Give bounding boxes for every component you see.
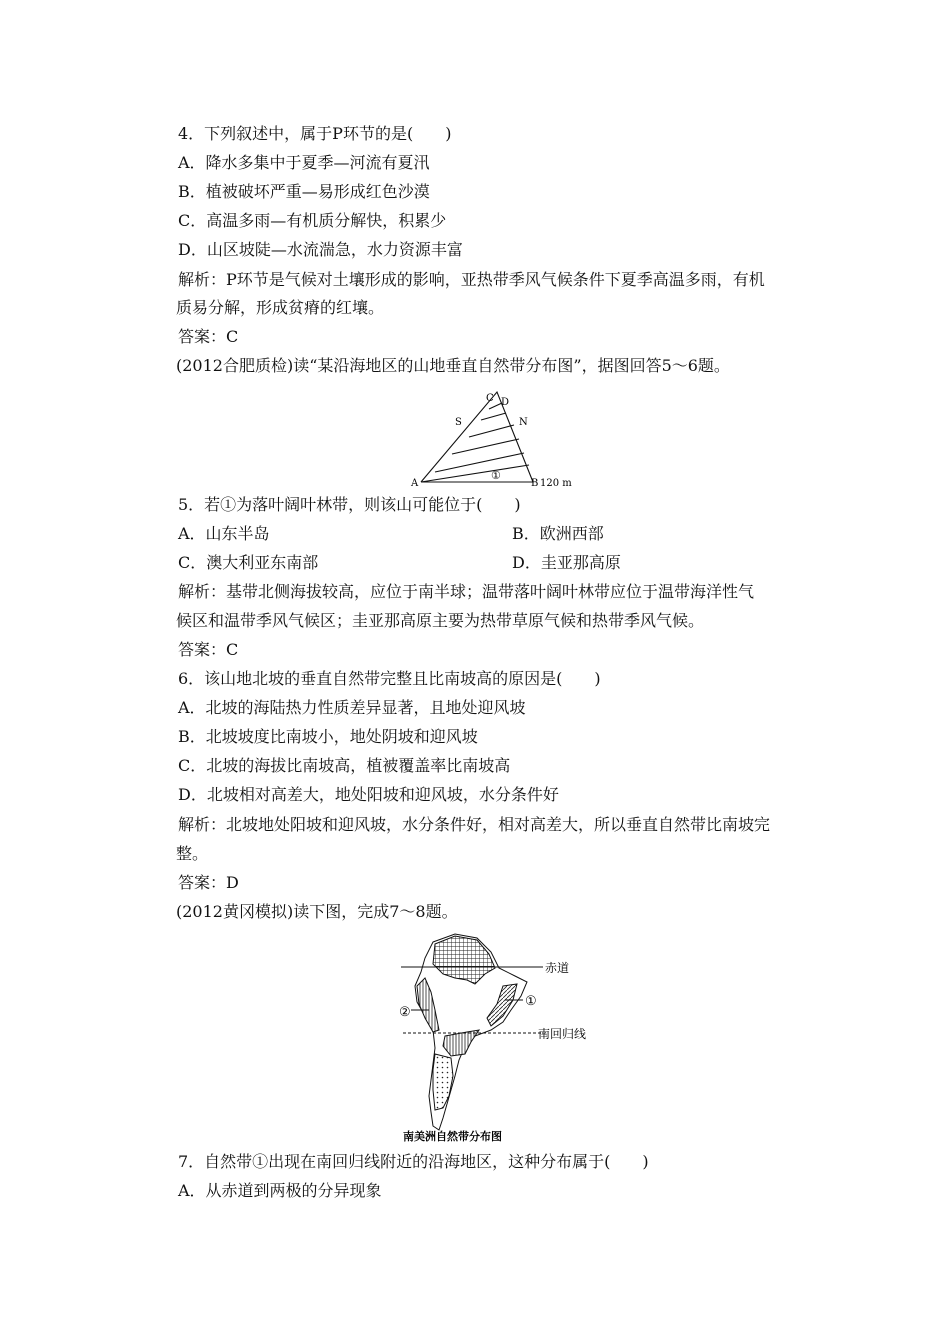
intro-5-6: (2012合肥质检)读“某沿海地区的山地垂直自然带分布图”，据图回答5～6题。 <box>176 356 730 375</box>
south-america-zone-map <box>395 930 605 1145</box>
q5-analysis: 解析：基带北侧海拔较高，应位于南半球；温带落叶阔叶林带应位于温带海洋性气 <box>178 582 755 601</box>
label-d: D <box>501 397 510 408</box>
label-b: B <box>531 478 539 489</box>
q5-option-c: C．澳大利亚东南部 <box>178 553 319 572</box>
tropic-label: 南回归线 <box>538 1027 587 1041</box>
q6-stem: 6．该山地北坡的垂直自然带完整且比南坡高的原因是( ) <box>178 669 601 688</box>
q5-stem: 5．若①为落叶阔叶林带，则该山可能位于( ) <box>178 495 521 514</box>
q5-option-a: A．山东半岛 <box>178 524 270 543</box>
q5-option-b: B．欧洲西部 <box>512 524 604 543</box>
label-zone-1: ① <box>491 469 501 482</box>
label-a: A <box>411 478 419 489</box>
q5-analysis-cont: 候区和温带季风气候区；圭亚那高原主要为热带草原气候和热带季风气候。 <box>176 611 705 630</box>
q4-analysis-cont: 质易分解，形成贫瘠的红壤。 <box>176 298 385 317</box>
q6-option-d: D．北坡相对高差大，地处阳坡和迎风坡，水分条件好 <box>178 785 559 804</box>
q6-analysis: 解析：北坡地处阳坡和迎风坡，水分条件好，相对高差大，所以垂直自然带比南坡完 <box>178 815 771 834</box>
equator-label: 赤道 <box>545 961 570 975</box>
q7-option-a: A．从赤道到两极的分异现象 <box>178 1181 382 1200</box>
q5-option-d: D．圭亚那高原 <box>512 553 621 572</box>
q6-analysis-cont: 整。 <box>176 844 209 863</box>
q4-option-b: B．植被破坏严重—易形成红色沙漠 <box>178 182 430 201</box>
label-height: 120 m <box>540 478 572 489</box>
q4-option-c: C．高温多雨—有机质分解快，积累少 <box>178 211 447 230</box>
label-n: N <box>519 417 528 428</box>
map-mark-1: ① <box>525 994 537 1009</box>
map-caption: 南美洲自然带分布图 <box>403 1130 502 1143</box>
label-c: C <box>486 393 494 404</box>
q4-option-d: D．山区坡陡—水流湍急，水力资源丰富 <box>178 240 463 259</box>
q4-analysis: 解析：P环节是气候对土壤形成的影响，亚热带季风气候条件下夏季高温多雨，有机 <box>178 270 765 289</box>
mountain-zone-diagram <box>405 387 572 489</box>
q4-answer: 答案：C <box>178 327 239 346</box>
q4-stem: 4．下列叙述中，属于P环节的是( ) <box>178 124 452 143</box>
intro-7-8: (2012黄冈模拟)读下图，完成7～8题。 <box>176 902 458 921</box>
label-s: S <box>455 417 462 428</box>
q6-option-a: A．北坡的海陆热力性质差异显著，且地处迎风坡 <box>178 698 526 717</box>
q5-answer: 答案：C <box>178 640 239 659</box>
q6-answer: 答案：D <box>178 873 239 892</box>
q6-option-c: C．北坡的海拔比南坡高，植被覆盖率比南坡高 <box>178 756 511 775</box>
q4-option-a: A．降水多集中于夏季—河流有夏汛 <box>178 153 430 172</box>
q6-option-b: B．北坡坡度比南坡小，地处阴坡和迎风坡 <box>178 727 478 746</box>
map-mark-2: ② <box>399 1005 411 1020</box>
q7-stem: 7．自然带①出现在南回归线附近的沿海地区，这种分布属于( ) <box>178 1152 649 1171</box>
